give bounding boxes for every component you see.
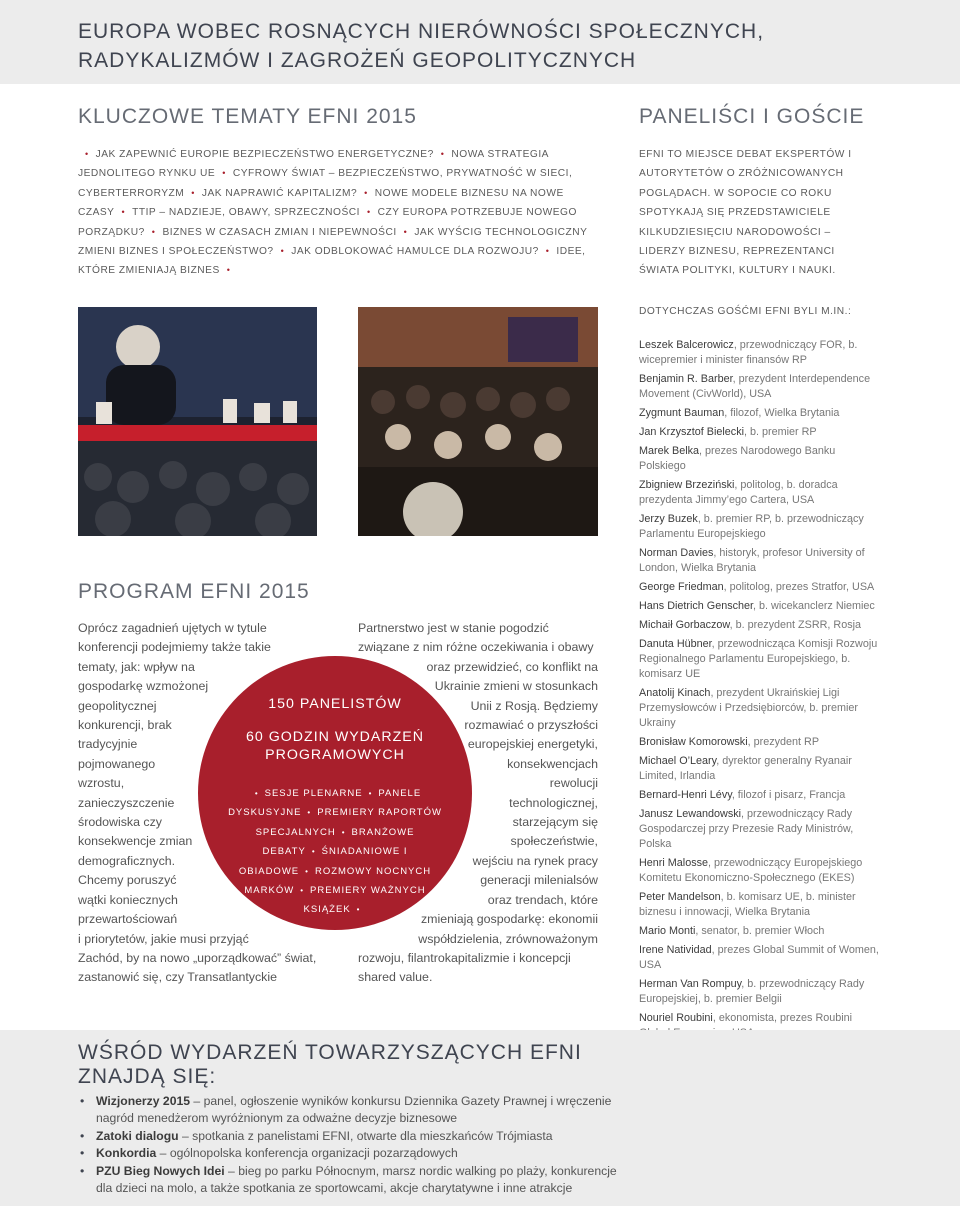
guest-name: Jan Krzysztof Bielecki: [639, 426, 745, 438]
topic-item: CYFROWY ŚWIAT – BEZPIECZEŃSTWO, PRYWATNOŚĆ W SIECI, CYBERTERRORYZM: [78, 168, 573, 199]
guest-item: [639, 546, 879, 576]
guest-description: , dyrektor generalny Ryanair Limited, Irlandia: [639, 755, 852, 782]
guest-name: Peter Mandelson: [639, 891, 721, 903]
guest-item: [639, 372, 879, 402]
guest-description: , politolog, b. doradca prezydenta Jimmy’ego Cartera, USA: [639, 479, 838, 506]
format-bullet: •: [254, 789, 259, 798]
program-line: geopolitycznej: [78, 698, 157, 713]
guest-description: , historyk, profesor University of London, Wielka Brytania: [639, 547, 865, 574]
program-line: przewartościowań: [78, 912, 178, 927]
program-line: tradycyjnie: [78, 737, 138, 752]
guest-description: , b. wicekanclerz Niemiec: [753, 600, 875, 612]
event-item: [78, 1145, 618, 1162]
guest-description: , prezes Narodowego Banku Polskiego: [639, 445, 836, 472]
guest-description: , b. premier RP: [744, 426, 817, 438]
topic-bullet: •: [222, 168, 226, 179]
guest-item: [639, 599, 879, 614]
event-description: – spotkania z panelistami EFNI, otwarte dla mieszkańców Trójmiasta: [178, 1128, 553, 1143]
program-line: i priorytetów, jakie musi przyjąć: [78, 931, 249, 946]
guest-description: , przewodnicząca Komisji Rozwoju Regionalnego Parlamentu Europejskiego, b. komisarz UE: [639, 638, 878, 680]
event-name: PZU Bieg Nowych Idei: [96, 1163, 225, 1178]
guest-description: , b. komisarz UE, b. minister biznesu i innowacji, Wielka Brytania: [639, 891, 856, 918]
guests-label: DOTYCHCZAS GOŚĆMI EFNI BYLI M.IN.:: [639, 306, 852, 317]
format-item: PANELE DYSKUSYJNE: [228, 788, 422, 819]
guest-item: [639, 637, 879, 682]
guest-item: [639, 618, 879, 633]
guest-item: [639, 788, 879, 803]
format-item: PREMIERY WAŻNYCH KSIĄŻEK: [303, 885, 426, 916]
guest-description: , senator, b. premier Włoch: [695, 925, 825, 937]
format-item: ŚNIADANIOWE I OBIADOWE: [238, 846, 408, 877]
program-line: społeczeństwie,: [510, 834, 598, 849]
guest-name: Hans Dietrich Genscher: [639, 600, 754, 612]
guest-name: Mario Monti: [639, 925, 696, 937]
panelists-heading: PANELIŚCI I GOŚCIE: [639, 105, 865, 128]
panelists-intro: EFNI TO MIEJSCE DEBAT EKSPERTÓW I AUTORYTETÓW O ZRÓŻNICOWANYCH POGLĄDACH. W SOPOCIE CO ROKU SPOTYKAJĄ SIĘ PRZEDSTAWICIELE KILKUDZIESIĘCIU NARODOWOŚCI – LIDERZY BIZNESU, REPREZENTANCI ŚWIATA POLITYKI, KULTURY I NAUKI.: [639, 149, 852, 277]
guest-item: [639, 807, 879, 852]
guest-description: , prezydent RP: [747, 736, 820, 748]
event-name: Wizjonerzy 2015: [96, 1094, 191, 1108]
program-line: zanieczyszczenie: [78, 795, 175, 810]
main-title-line-2: RADYKALIZMÓW I ZAGROŻEŃ GEOPOLITYCZNYCH: [78, 49, 637, 72]
program-line: Oprócz zagadnień ujętych w tytule: [78, 621, 267, 635]
events-heading-line-2: ZNAJDĄ SIĘ:: [78, 1065, 217, 1088]
program-line: pojmowanego: [78, 756, 156, 771]
guest-item: [639, 425, 879, 440]
guest-name: Anatolij Kinach: [639, 687, 711, 699]
program-line: Unii z Rosją. Będziemy: [470, 698, 598, 713]
guest-description: , b. przewodniczący Rady Europejskiej, b. premier Belgii: [639, 978, 865, 1005]
program-formats: [220, 784, 450, 920]
topic-item: JAK ODBLOKOWAĆ HAMULCE DLA ROZWOJU?: [291, 246, 539, 258]
guest-description: , b. premier RP, b. przewodniczący Parlamentu Europejskiego: [639, 513, 864, 540]
guest-name: Zygmunt Bauman: [639, 407, 725, 419]
guest-item: [639, 580, 879, 595]
event-item: [78, 1093, 618, 1128]
audience-photo: [358, 307, 598, 536]
program-line: technologicznej,: [509, 795, 598, 810]
guest-description: , filozof i pisarz, Francja: [731, 789, 846, 801]
topic-item: CZY EUROPA POTRZEBUJE NOWEGO PORZĄDKU?: [78, 207, 577, 238]
guest-name: Janusz Lewandowski: [639, 808, 742, 820]
program-line: Zachód, by na nowo „uporządkować” świat,: [78, 950, 317, 965]
program-line: środowiska czy: [78, 815, 163, 830]
guest-name: Henri Malosse: [639, 857, 709, 869]
guest-item: [639, 686, 879, 731]
guest-description: , filozof, Wielka Brytania: [724, 407, 840, 419]
topic-bullet: •: [403, 226, 408, 237]
topic-item: JAK NAPRAWIĆ KAPITALIZM?: [201, 187, 358, 199]
program-line: starzejącym się: [512, 815, 598, 830]
guest-name: Danuta Hübner: [639, 638, 712, 650]
guest-name: Michael O’Leary: [639, 755, 717, 767]
guest-name: Benjamin R. Barber: [639, 373, 733, 385]
guest-name: Jerzy Buzek: [639, 513, 698, 525]
program-line: tematy, jak: wpływ na: [78, 659, 195, 674]
program-line: Chcemy poruszyć: [78, 873, 177, 888]
program-line: konsekwencje zmian: [78, 834, 193, 849]
guest-item: [639, 754, 879, 784]
format-bullet: •: [300, 886, 305, 896]
guest-item: [639, 735, 879, 750]
topic-item: BIZNES W CZASACH ZMIAN I NIEPEWNOŚCI: [162, 226, 397, 238]
guest-item: [639, 444, 879, 474]
format-item: PREMIERY RAPORTÓW SPECJALNYCH: [255, 807, 442, 838]
guest-name: Michaił Gorbaczow: [639, 619, 730, 631]
event-item: [78, 1128, 618, 1145]
format-item: SESJE PLENARNE: [264, 788, 363, 799]
event-item: [78, 1163, 618, 1198]
event-name: Konkordia: [96, 1146, 157, 1161]
event-description: – bieg po parku Północnym, marsz nordic walking po plaży, konkurencje dla dzieci na molo, a także spotkania ze sportowcami, akcje charytatywne i inne atrakcje: [96, 1163, 617, 1196]
guest-item: [639, 977, 879, 1007]
guest-name: George Friedman: [639, 581, 724, 593]
program-line: Partnerstwo jest w stanie pogodzić: [358, 621, 549, 635]
guest-name: Leszek Balcerowicz: [639, 339, 734, 351]
guest-description: , przewodniczący Europejskiego Komitetu Ekonomiczno-Społecznego (EKES): [639, 857, 863, 884]
program-line: konkurencji, brak: [78, 718, 172, 733]
topic-item: JAK WYŚCIG TECHNOLOGICZNY ZMIENI BIZNES I SPOŁECZEŃSTWO?: [78, 226, 588, 258]
program-line: wejściu na rynek pracy: [472, 853, 598, 868]
format-bullet: •: [305, 866, 309, 876]
guest-item: [639, 943, 879, 973]
events-heading: [78, 1041, 582, 1089]
topic-bullet: •: [226, 265, 231, 276]
program-line: generacji milenialsów: [480, 873, 598, 888]
program-line: rozwoju, filantrokapitalizmie i koncepcji: [358, 950, 571, 965]
guest-item: [639, 890, 879, 920]
format-item: BRANŻOWE DEBATY: [262, 826, 415, 858]
panelists-count: 150 PANELISTÓW: [268, 696, 402, 712]
panel-discussion-photo: [78, 307, 317, 536]
main-title: [78, 17, 764, 75]
guest-name: Norman Davies: [639, 547, 714, 559]
program-line: konferencji podejmiemy także takie: [78, 640, 271, 655]
topic-item: NOWE MODELE BIZNESU NA NOWE CZASY: [78, 187, 564, 219]
guest-description: , przewodniczący Rady Gospodarczej przy Prezesie Rady Ministrów, Polska: [639, 808, 854, 850]
program-heading: PROGRAM EFNI 2015: [78, 580, 310, 603]
event-description: – panel, ogłoszenie wyników konkursu Dziennika Gazety Prawnej i wręczenie nagród menedżerom wyróżnionym za odważne decyzje biznesowe: [96, 1094, 612, 1126]
program-line: zastanowić się, czy Transatlantyckie: [78, 970, 278, 985]
topic-bullet: •: [366, 207, 371, 218]
program-line: oraz przewidzieć, co konflikt na: [426, 659, 598, 674]
topic-bullet: •: [121, 207, 126, 218]
program-line: konsekwencjach: [507, 756, 598, 771]
guest-name: Nouriel Roubini: [639, 1012, 713, 1024]
program-line: wzrostu,: [78, 776, 125, 791]
guest-item: [639, 856, 879, 886]
guest-description: , prezes Global Summit of Women, USA: [639, 944, 879, 971]
program-line: rozmawiać o przyszłości: [464, 718, 598, 733]
guest-description: , politolog, prezes Stratfor, USA: [723, 581, 875, 593]
program-line: związane z nim różne oczekiwania i obawy: [358, 640, 594, 655]
program-line: rewolucji: [549, 776, 598, 791]
event-description: – ogólnopolska konferencja organizacji pozarządowych: [156, 1146, 458, 1161]
guest-description: , b. prezydent ZSRR, Rosja: [729, 619, 862, 631]
topic-bullet: •: [364, 187, 368, 198]
guest-name: Irene Natividad: [639, 944, 712, 956]
program-line: wątki koniecznych: [78, 892, 178, 907]
program-line: gospodarkę wzmożonej: [78, 679, 209, 694]
guest-name: Marek Belka: [639, 445, 700, 457]
program-line: Ukrainie zmieni w stosunkach: [434, 679, 598, 694]
program-line: współdzielenia, zrównoważonym: [418, 931, 598, 946]
topic-bullet: •: [440, 149, 445, 159]
topic-item: NOWA STRATEGIA JEDNOLITEGO RYNKU UE: [78, 149, 549, 180]
program-line: shared value.: [358, 970, 433, 985]
format-bullet: •: [307, 808, 312, 818]
guest-description: , przewodniczący FOR, b. wicepremier i minister finansów RP: [639, 339, 858, 366]
program-line: europejskiej energetyki,: [467, 737, 598, 752]
program-highlights-circle: [198, 656, 472, 930]
main-title-line-1: EUROPA WOBEC ROSNĄCYCH NIERÓWNOŚCI SPOŁECZNYCH,: [78, 20, 765, 43]
topic-item: TTIP – NADZIEJE, OBAWY, SPRZECZNOŚCI: [132, 207, 360, 219]
guest-item: [639, 924, 879, 939]
format-item: ROZMOWY NOCNYCH MARKÓW: [244, 865, 432, 897]
program-line: zmieniają gospodarkę: ekonomii: [420, 912, 598, 927]
topics-heading: KLUCZOWE TEMATY EFNI 2015: [78, 105, 417, 128]
guest-item: [639, 512, 879, 542]
program-hours: 60 GODZIN WYDARZEŃ PROGRAMOWYCH: [245, 729, 425, 763]
topic-item: JAK ZAPEWNIĆ EUROPIE BEZPIECZEŃSTWO ENERGETYCZNE?: [95, 149, 434, 160]
topic-bullet: •: [85, 149, 89, 159]
events-list: [78, 1093, 618, 1197]
format-bullet: •: [368, 789, 373, 798]
guest-name: Bronisław Komorowski: [639, 736, 748, 748]
format-bullet: •: [311, 847, 316, 857]
guest-description: , prezydent Interdependence Movement (CivWorld), USA: [639, 373, 871, 400]
guest-name: Zbigniew Brzeziński: [639, 479, 735, 491]
event-name: Zatoki dialogu: [96, 1128, 179, 1143]
topic-bullet: •: [545, 246, 550, 257]
guest-name: Herman Van Rompuy: [639, 978, 742, 990]
guest-description: , prezydent Ukraińskiej Ligi Przemysłowców i Przedsiębiorców, b. premier Ukrainy: [639, 687, 859, 729]
guest-item: [639, 478, 879, 508]
guest-item: [639, 406, 879, 421]
program-line: demograficznych.: [78, 853, 176, 868]
guest-item: [639, 338, 879, 368]
program-line: oraz trendach, które: [487, 892, 598, 907]
guest-name: Bernard-Henri Lévy: [639, 789, 732, 801]
topic-bullet: •: [280, 246, 285, 257]
format-bullet: •: [356, 905, 361, 915]
topic-item: IDEE, KTÓRE ZMIENIAJĄ BIZNES: [78, 246, 586, 277]
topic-bullet: •: [191, 187, 195, 198]
topic-bullet: •: [151, 226, 156, 237]
format-bullet: •: [341, 827, 346, 837]
guest-description: , ekonomista, prezes Roubini: [712, 1012, 853, 1024]
events-heading-line-1: WŚRÓD WYDARZEŃ TOWARZYSZĄCYCH EFNI: [78, 1041, 582, 1064]
topics-list: [78, 145, 603, 281]
